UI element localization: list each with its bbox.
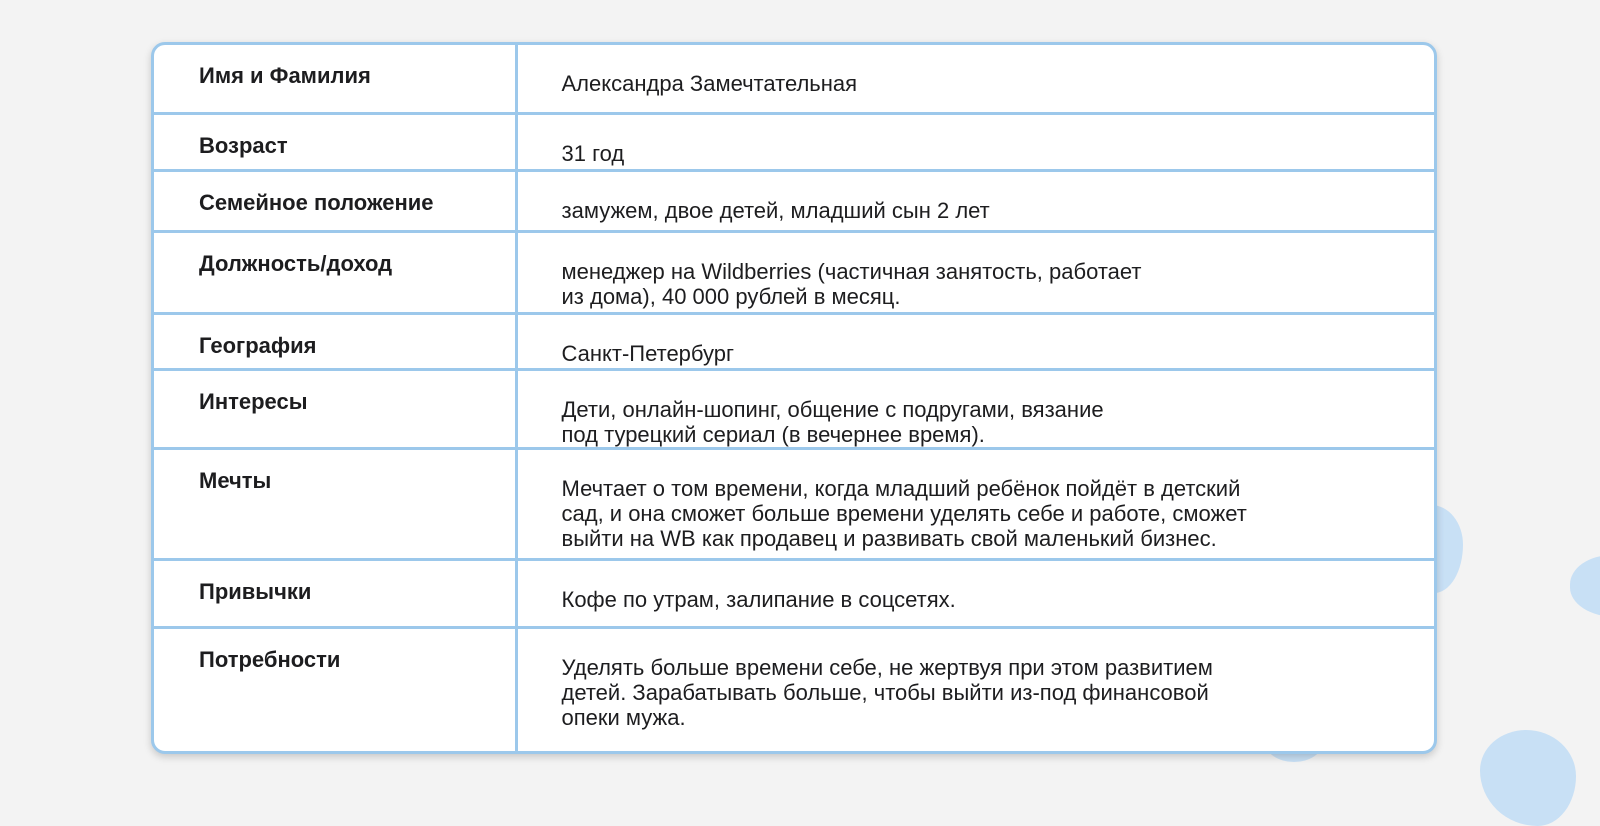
- row-value-name: Александра Замечтательная: [561, 71, 858, 96]
- table-row: [154, 448, 1434, 559]
- table-row: [154, 369, 1434, 448]
- row-label-dreams: Мечты: [154, 448, 516, 559]
- row-value-habits: Кофе по утрам, залипание в соцсетях.: [516, 559, 1434, 627]
- decorative-blob: [1480, 730, 1576, 826]
- row-label-needs: Потребности: [154, 627, 516, 751]
- row-label-job: Должность/доход: [154, 231, 516, 313]
- table-row: [154, 113, 1434, 170]
- table-row: [154, 231, 1434, 313]
- row-value-job: менеджер на Wildberries (частичная занятость, работает из дома), 40 000 рублей в месяц.: [516, 231, 1434, 313]
- row-value-family: замужем, двое детей, младший сын 2 лет: [516, 170, 1434, 231]
- table-row: [154, 45, 1434, 113]
- row-label-habits: Привычки: [154, 559, 516, 627]
- table-row: [154, 170, 1434, 231]
- table-row: [154, 313, 1434, 369]
- row-label-geography: География: [154, 313, 516, 369]
- persona-table: [154, 45, 1434, 751]
- row-value-age: 31 год: [516, 113, 1434, 170]
- row-value-geography: Санкт-Петербург: [516, 313, 1434, 369]
- persona-card: [151, 42, 1437, 754]
- row-label-name: Имя и Фамилия: [154, 45, 516, 113]
- table-row: [154, 559, 1434, 627]
- row-value-dreams: Мечтает о том времени, когда младший ребёнок пойдёт в детский сад, и она сможет больше времени уделять себе и работе, сможет выйти на WB как продавец и развивать свой маленький бизнес.: [516, 448, 1434, 559]
- row-label-interests: Интересы: [154, 369, 516, 448]
- row-value-needs: Уделять больше времени себе, не жертвуя при этом развитием детей. Зарабатывать больше, чтобы выйти из-под финансовой опеки мужа.: [516, 627, 1434, 751]
- decorative-blob: [1570, 555, 1600, 617]
- row-label-family: Семейное положение: [154, 170, 516, 231]
- row-label-age: Возраст: [154, 113, 516, 170]
- row-value-interests: Дети, онлайн-шопинг, общение с подругами, вязание под турецкий сериал (в вечернее время).: [516, 369, 1434, 448]
- table-row: [154, 627, 1434, 751]
